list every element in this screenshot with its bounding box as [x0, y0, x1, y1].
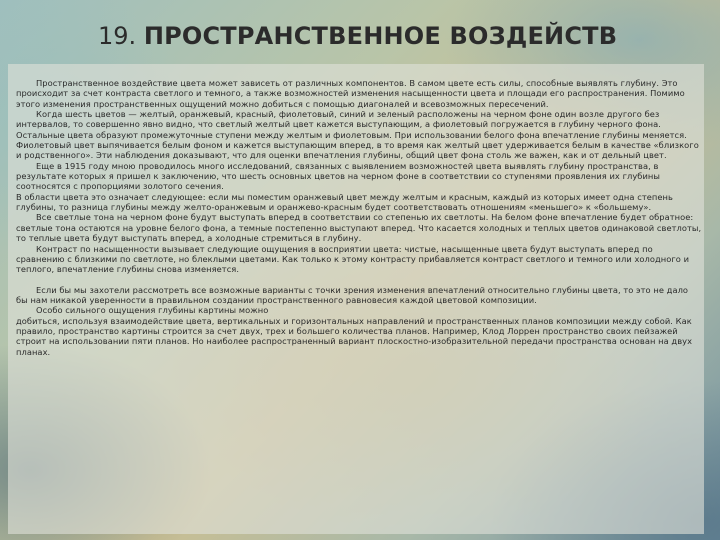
body-text [16, 78, 702, 357]
slide-number: 19. [98, 22, 137, 50]
paragraph: Когда шесть цветов — желтый, оранжевый, красный, фиолетовый, синий и зеленый расположены на черном фоне один возле другого без интервалов, то совершенно явно видно, что светлый желтый цвет кажется выступающим, а фиолетовый погружается в глубину черного фона. Остальные цвета образуют промежуточные ступени между желтым и фиолетовым. При использовании белого фона впечатление глубины меняется. Фиолетовый цвет выпячивается белым фоном и кажется выступающим вперед, в то время как желтый цвет удерживается белым в качестве «близкого и родственного». Эти наблюдения доказывают, что для оценки впечатления глубины, общий цвет фона столь же важен, как и от дельный цвет. [16, 109, 699, 161]
paragraph: Все светлые тона на черном фоне будут выступать вперед в соответствии со степенью их светлоты. На белом фоне впечатление будет обратное: светлые тона остаются на уровне белого фона, а темные постепенно выступают вперед. Что касается холодных и теплых цветов одинаковой светлоты, то теплые цвета будут выступать вперед, а холодные стремиться в глубину. [16, 212, 702, 244]
paragraph: добиться, используя взаимодействие цвета, вертикальных и горизонтальных направлений и пространственных планов композиции между собой. Как правило, пространство картины строится за счет двух, трех и большего количества планов. Например, Клод Лоррен пространство своих пейзажей строит на использовании пяти планов. Но наиболее распространенный вариант плоскостно-изобразительной передачи пространства основан на двух планах. [16, 315, 693, 357]
paragraph: В области цвета это означает следующее: если мы поместим оранжевый цвет между желтым и красным, каждый из которых имеет одна степень глубины, то разница глубины между желто-оранжевым и оранжево-красным будет соответствовать отношениям «меньшего» к «большему». [16, 191, 673, 213]
paragraph: Контраст по насыщенности вызывает следующие ощущения в восприятии цвета: чистые, насыщенные цвета будут выступать вперед по сравнению с близкими по светлоте, но блеклыми цветами. Как только к этому контрасту прибавляется контраст светлого и темного или холодного и теплого, впечатление глубины снова изменяется. [16, 243, 690, 275]
paragraph: Особо сильного ощущения глубины картины можно [36, 305, 269, 316]
paragraph: Пространственное воздействие цвета может зависеть от различных компонентов. В самом цвете есть силы, способные выявлять глубину. Это происходит за счет контраста светлого и темного, а также возможностей изменения насыщенности цвета и площади его распространения. Помимо этого изменения пространственных ощущений можно добиться с помощью диагоналей и всевозможных пересечений. [16, 78, 685, 109]
slide-heading: ПРОСТРАНСТВЕННОЕ ВОЗДЕЙСТВ [143, 22, 618, 50]
paragraph: Еще в 1915 году мною проводилось много исследований, связанных с выявлением возможностей цвета выявлять глубину пространства, в результате которых я пришел к заключению, что шесть основных цветов на черном фоне в соответствии со ступенями проявления их глубины соотносятся с пропорциями золотого сечения. [16, 160, 660, 192]
slide-title [98, 16, 720, 56]
paragraph: Если бы мы захотели рассмотреть все возможные варианты с точки зрения изменения впечатлений относительно глубины цвета, то это не дало бы нам никакой уверенности в правильном создании пространственного равновесия каждой цветовой композиции. [16, 284, 689, 305]
